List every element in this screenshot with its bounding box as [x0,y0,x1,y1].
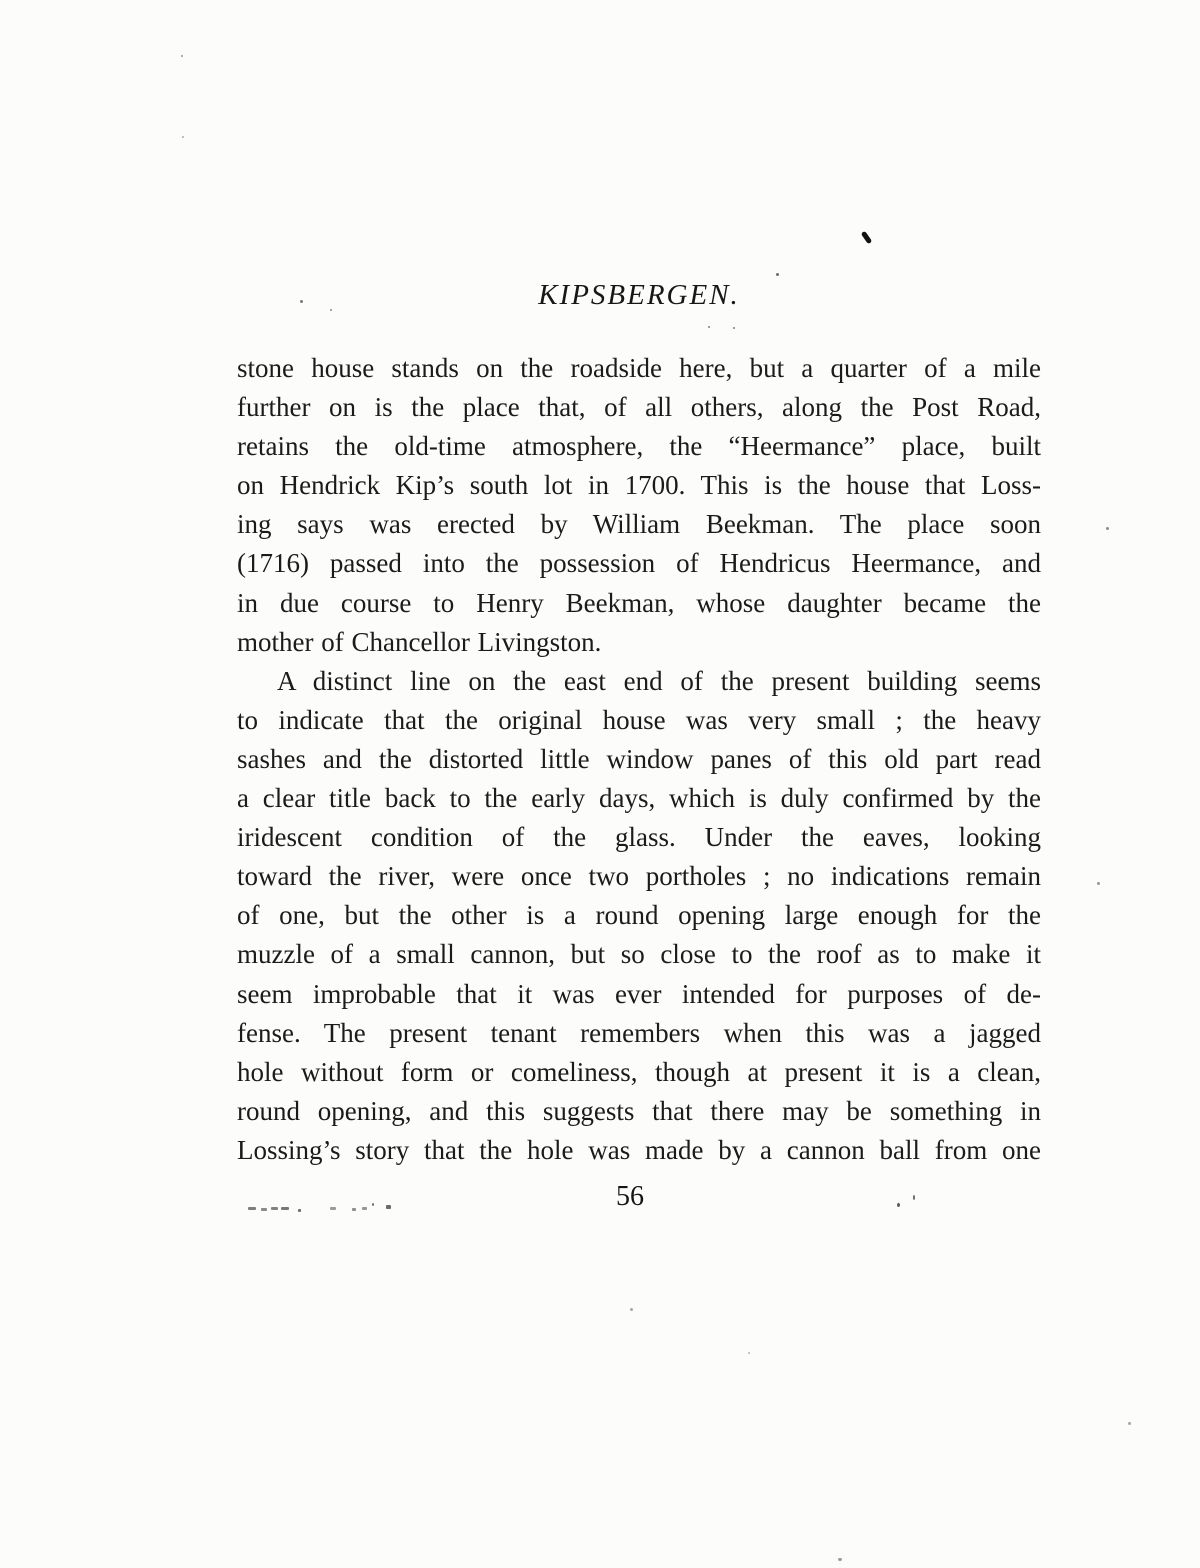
scan-speck [1128,1422,1131,1425]
scan-dash [372,1203,374,1206]
page-number: 56 [616,1181,644,1212]
body-text [237,349,1041,1170]
scan-dash [248,1207,256,1210]
scan-dash [271,1207,278,1210]
text-line: sashes and the distorted little window panes of this old part read [237,743,1041,774]
text-line: Lossing’s story that the hole was made by a cannon ball from one [237,1134,1041,1165]
text-line: a clear title back to the early days, which is duly confirmed by the [237,783,1041,814]
text-line: A distinct line on the east end of the present building seems [277,665,1041,696]
scan-speck [1106,527,1109,530]
text-line: mother of Chancellor Livingston. [237,626,602,657]
scan-speck [897,1203,900,1207]
scan-speck [1097,882,1100,885]
scan-dash [281,1207,289,1210]
scan-dash [352,1208,356,1211]
scan-speck [330,309,332,311]
text-line: of one, but the other is a round opening large enough for the [237,900,1041,931]
text-line: stone house stands on the roadside here, but a quarter of a mile [237,353,1041,383]
text-line: (1716) passed into the possession of Hendricus Heermance, and [237,548,1041,579]
scan-speck [733,327,735,329]
text-line: iridescent condition of the glass. Under the eaves, looking [237,822,1041,853]
text-line: toward the river, were once two portholes ; no indications remain [237,861,1041,892]
text-line: round opening, and this suggests that there may be something in [237,1095,1041,1126]
scan-speck [300,300,303,303]
scan-dash [330,1207,336,1210]
text-line: ing says was erected by William Beekman. The place soon [237,509,1041,540]
text-line: on Hendrick Kip’s south lot in 1700. This is the house that Loss- [237,470,1041,501]
scan-dash [362,1207,367,1210]
scan-speck [913,1195,915,1200]
text-line: fense. The present tenant remembers when this was a jagged [237,1017,1041,1048]
scan-speck [181,55,183,57]
text-line: retains the old-time atmosphere, the “Heermance” place, built [237,431,1041,462]
scan-dash [386,1205,391,1209]
text-line: hole without form or comeliness, though at present it is a clean, [237,1056,1041,1087]
scan-speck [708,326,710,328]
text-line: muzzle of a small cannon, but so close to the roof as to make it [237,939,1041,970]
page-title: KIPSBERGEN. [538,279,740,311]
text-line: further on is the place that, of all others, along the Post Road, [237,392,1041,423]
scan-speck [776,273,779,276]
text-line: seem improbable that it was ever intended for purposes of de- [237,978,1041,1009]
scan-speck [748,1352,750,1354]
scan-tick-mark [861,231,873,245]
scan-dash [298,1209,301,1212]
text-line: to indicate that the original house was very small ; the heavy [237,704,1041,735]
scan-speck [182,136,184,138]
scan-speck [838,1558,842,1561]
text-line: in due course to Henry Beekman, whose daughter became the [237,587,1041,618]
scan-dash [261,1208,267,1211]
scan-speck [630,1308,633,1311]
